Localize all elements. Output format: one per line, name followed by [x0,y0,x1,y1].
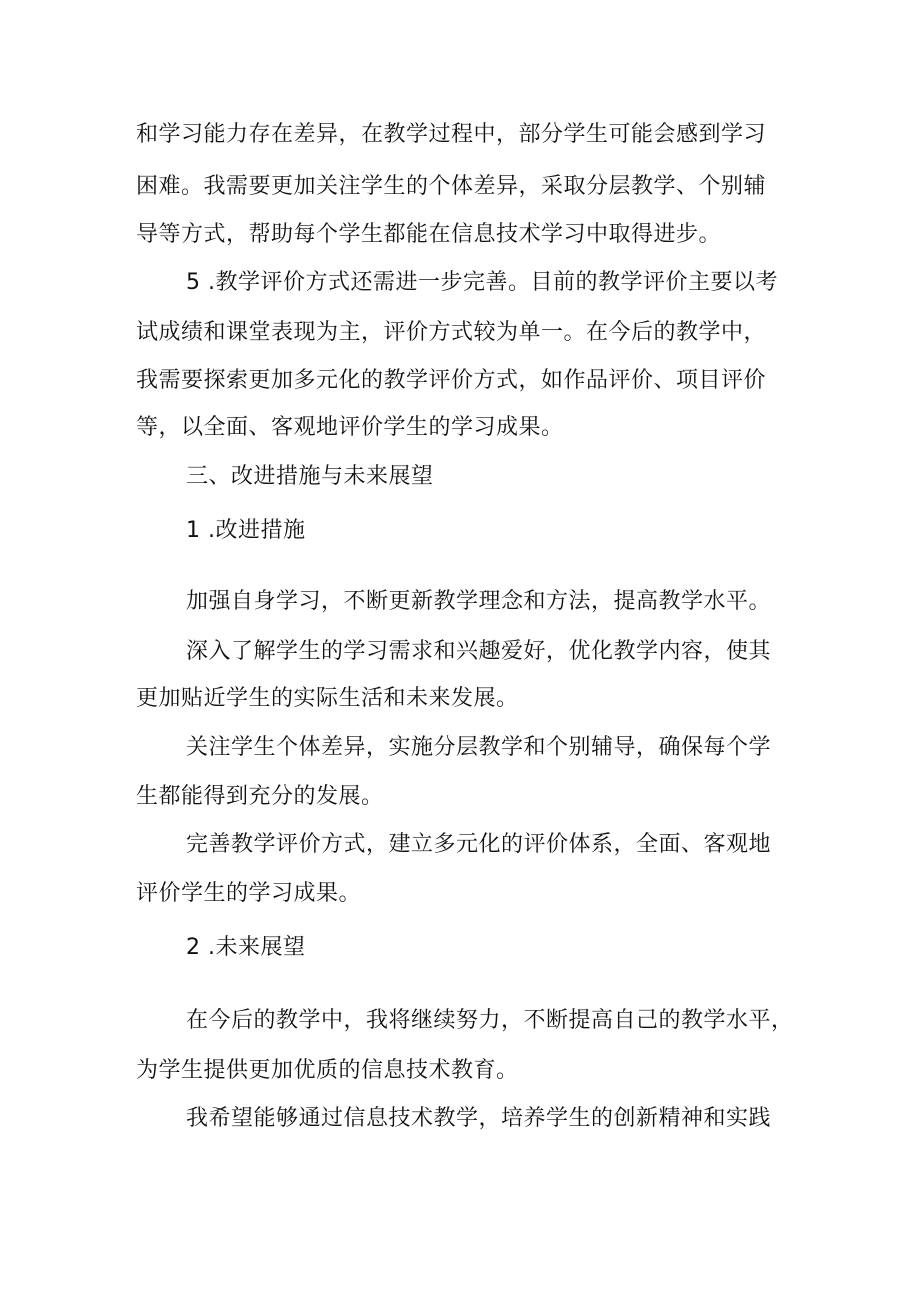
body-text-line: 加强自身学习，不断更新教学理念和方法，提高教学水平。 [186,589,772,614]
section-heading: 三、改进措施与未来展望 [186,464,434,489]
list-item-5-text: 5 .教学评价方式还需进一步完善。目前的教学评价主要以考 [186,270,778,295]
body-text-line: 评价学生的学习成果。 [136,881,362,906]
body-text-line: 导等方式，帮助每个学生都能在信息技术学习中取得进步。 [136,222,722,247]
body-text-line: 深入了解学生的学习需求和兴趣爱好，优化教学内容，使其 [186,639,772,664]
body-text-line: 试成绩和课堂表现为主，评价方式较为单一。在今后的教学中， [136,320,767,345]
body-text-line: 在今后的教学中，我将继续努力，不断提高自己的教学水平， [186,1008,794,1033]
body-text-line: 生都能得到充分的发展。 [136,784,384,809]
body-text-line: 为学生提供更加优质的信息技术教育。 [136,1058,519,1083]
subsection-heading: 1 .改进措施 [186,518,306,543]
body-text-line: 完善教学评价方式，建立多元化的评价体系，全面、客观地 [186,832,772,857]
body-text-line: 我希望能够通过信息技术教学，培养学生的创新精神和实践 [186,1106,772,1131]
body-text-line: 困难。我需要更加关注学生的个体差异，采取分层教学、个别辅 [136,174,767,199]
subsection-heading: 2 .未来展望 [186,935,306,960]
body-text-line: 和学习能力存在差异，在教学过程中，部分学生可能会感到学习 [136,122,767,147]
body-text-line: 更加贴近学生的实际生活和未来发展。 [136,686,519,711]
body-text-line: 我需要探索更加多元化的教学评价方式，如作品评价、项目评价 [136,368,767,393]
body-text-line: 关注学生个体差异，实施分层教学和个别辅导，确保每个学 [186,735,772,760]
body-text-line: 等，以全面、客观地评价学生的学习成果。 [136,415,564,440]
